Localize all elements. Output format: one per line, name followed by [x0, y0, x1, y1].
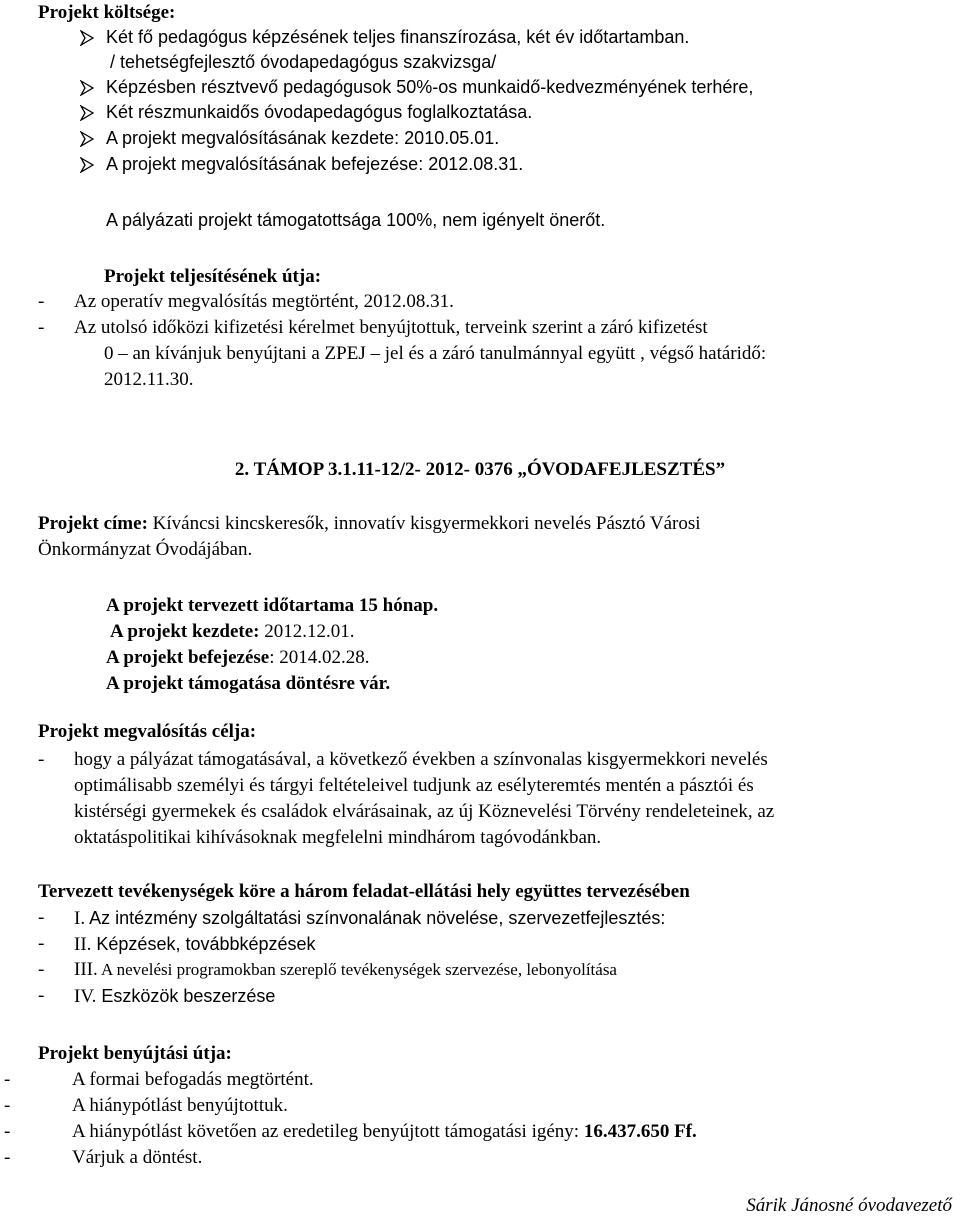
- arrow-bullet-icon: [80, 105, 94, 121]
- project-name-line-2: Önkormányzat Óvodájában.: [38, 539, 253, 560]
- activity-item-2-text: Képzések, továbbképzések: [91, 934, 316, 954]
- dash-marker: -: [38, 749, 45, 770]
- project-name-label: Projekt címe:: [38, 513, 148, 534]
- completion-item-2-line-3: 2012.11.30.: [104, 369, 194, 390]
- completion-item-1: Az operatív megvalósítás megtörtént, 2012.08.31.: [74, 291, 454, 312]
- submission-item-1: A formai befogadás megtörtént.: [72, 1069, 314, 1090]
- activity-item-4-number: IV.: [74, 986, 97, 1007]
- project-name-value: Kíváncsi kincskeresők, innovatív kisgyermekkori nevelés Pásztó Városi: [147, 513, 701, 534]
- cost-bullet-4: A projekt megvalósításának kezdete: 2010.05.01.: [106, 128, 500, 148]
- goal-line-1: hogy a pályázat támogatásával, a következő években a színvonalas kisgyermekkori nevelés: [74, 749, 768, 770]
- project-start-value: 2012.12.01.: [259, 621, 355, 642]
- activity-item-1: [74, 906, 665, 931]
- project-duration: A projekt tervezett időtartama 15 hónap.: [106, 595, 439, 616]
- project-end-value: : 2014.02.28.: [269, 647, 370, 668]
- submission-amount: 16.437.650 Ff.: [583, 1121, 697, 1142]
- dash-marker: -: [38, 317, 45, 338]
- project-start: [110, 620, 355, 644]
- dash-marker: -: [38, 291, 45, 312]
- project-end: [106, 646, 369, 670]
- dash-marker: -: [38, 907, 45, 928]
- arrow-bullet-icon: [80, 80, 94, 96]
- cost-bullet-1-continuation: / tehetségfejlesztő óvodapedagógus szakvizsga/: [110, 52, 497, 72]
- project-end-label: A projekt befejezése: [106, 647, 270, 668]
- cost-heading: Projekt költsége:: [38, 2, 176, 23]
- cost-bullet-2: Képzésben résztvevő pedagógusok 50%-os munkaidő-kedvezményének terhére,: [106, 77, 754, 97]
- dash-marker: -: [4, 1147, 11, 1168]
- activity-item-4-text: Eszközök beszerzése: [96, 986, 276, 1006]
- activity-item-3: [74, 958, 617, 982]
- activity-item-2: [74, 932, 316, 957]
- cost-bullet-5: A projekt megvalósításának befejezése: 2012.08.31.: [106, 154, 524, 174]
- activity-item-3-number: III.: [74, 959, 98, 980]
- dash-marker: -: [38, 959, 45, 980]
- arrow-bullet-icon: [80, 157, 94, 173]
- activity-item-3-text: A nevelési programokban szereplő tevékenységek szervezése, lebonyolítása: [97, 960, 617, 979]
- submission-item-2: A hiánypótlást benyújtottuk.: [72, 1095, 288, 1116]
- project-start-label: A projekt kezdete:: [110, 621, 260, 642]
- goal-heading: Projekt megvalósítás célja:: [38, 721, 257, 742]
- dash-marker: -: [38, 933, 45, 954]
- submission-heading: Projekt benyújtási útja:: [38, 1043, 232, 1064]
- signature: Sárik Jánosné óvodavezető: [746, 1195, 952, 1216]
- dash-marker: -: [38, 985, 45, 1006]
- dash-marker: -: [4, 1069, 11, 1090]
- completion-item-2-line-1: Az utolsó időközi kifizetési kérelmet benyújtottuk, terveink szerint a záró kifizetést: [74, 317, 708, 338]
- arrow-bullet-icon: [80, 131, 94, 147]
- activity-item-4: [74, 984, 275, 1009]
- activities-heading: Tervezett tevékenységek köre a három feladat-ellátási hely együttes tervezésében: [38, 881, 690, 902]
- submission-item-3: [72, 1120, 697, 1144]
- completion-heading: Projekt teljesítésének útja:: [104, 266, 322, 287]
- project-decision: A projekt támogatása döntésre vár.: [106, 673, 391, 694]
- cost-bullet-3: Két részmunkaidős óvodapedagógus foglalkoztatása.: [106, 102, 533, 122]
- submission-item-4: Várjuk a döntést.: [72, 1147, 203, 1168]
- project-2-title: 2. TÁMOP 3.1.11-12/2- 2012- 0376 „ÓVODAFEJLESZTÉS”: [234, 459, 726, 480]
- goal-line-3: kistérségi gyermekek és családok elvárásainak, az új Köznevelési Törvény rendeleteinek, az: [74, 801, 775, 822]
- activity-item-1-number: I.: [74, 908, 86, 929]
- goal-line-2: optimálisabb személyi és tárgyi feltételeivel tudjunk az esélyteremtés mentén a pásztói és: [74, 775, 754, 796]
- submission-item-3-text: A hiánypótlást követően az eredetileg benyújtott támogatási igény:: [72, 1121, 584, 1142]
- dash-marker: -: [4, 1095, 11, 1116]
- activity-item-2-number: II.: [74, 934, 92, 955]
- support-note: A pályázati projekt támogatottsága 100%, nem igényelt önerőt.: [106, 210, 606, 230]
- completion-item-2-line-2: 0 – an kívánjuk benyújtani a ZPEJ – jel és a záró tanulmánnyal együtt , végső határidő:: [104, 343, 767, 364]
- dash-marker: -: [4, 1121, 11, 1142]
- goal-line-4: oktatáspolitikai kihívásoknak megfelelni mindhárom tagóvodánkban.: [74, 827, 602, 848]
- project-name-line-1: [38, 512, 701, 536]
- arrow-bullet-icon: [80, 30, 94, 46]
- activity-item-1-text: Az intézmény szolgáltatási színvonalának növelése, szervezetfejlesztés:: [85, 908, 666, 928]
- cost-bullet-1: Két fő pedagógus képzésének teljes finanszírozása, két év időtartamban.: [106, 27, 690, 47]
